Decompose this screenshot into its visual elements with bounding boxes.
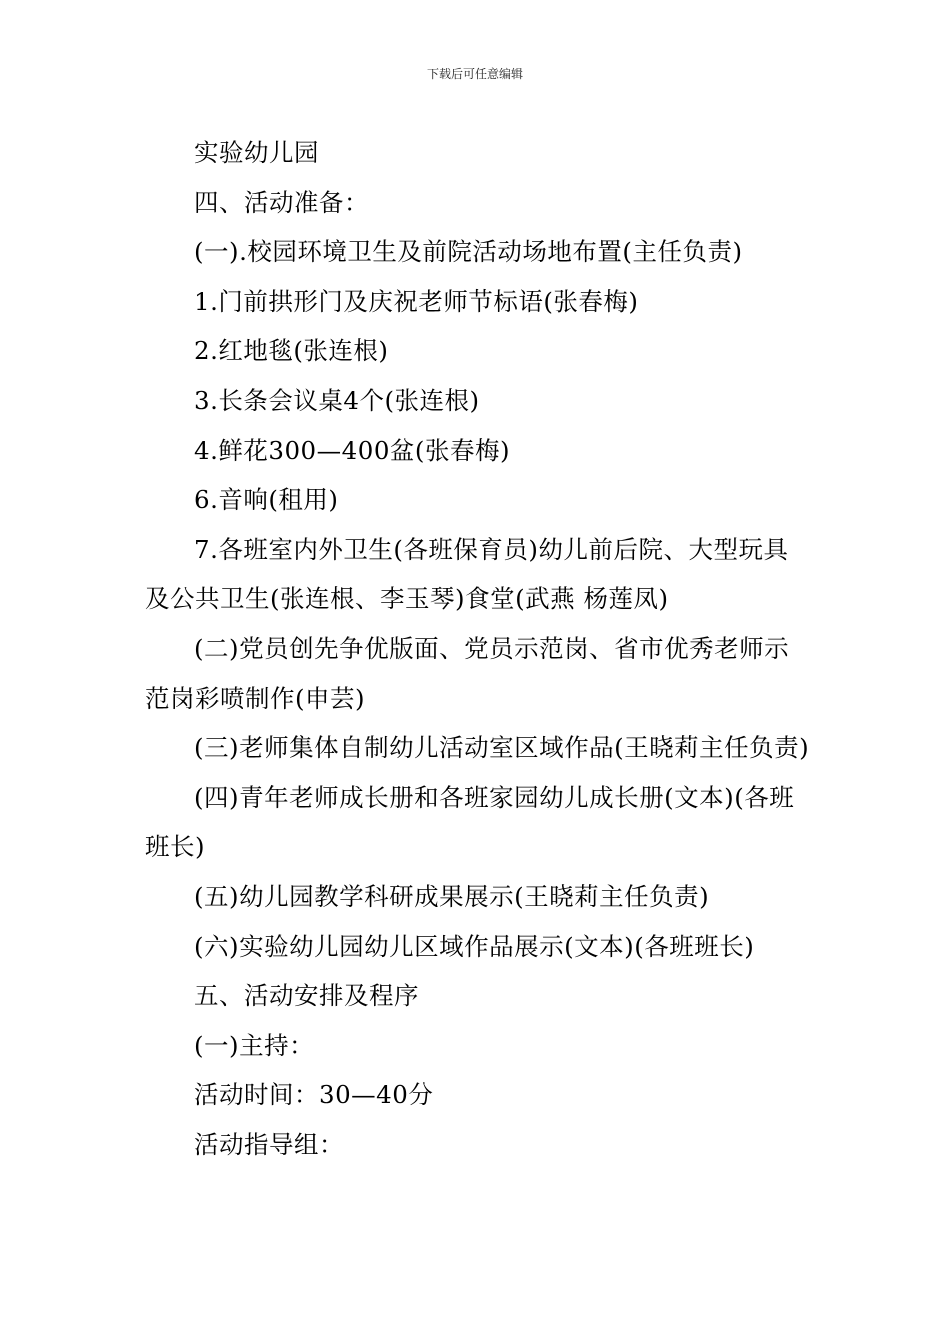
paragraph-host: (一)主持： bbox=[194, 1030, 315, 1060]
list-item-meeting-tables: 3.长条会议桌4个(张连根) bbox=[194, 385, 480, 415]
paragraph-teacher-works: (三)老师集体自制幼儿活动室区域作品(王晓莉主任负责) bbox=[194, 733, 810, 763]
paragraph-environment-setup: (一).校园环境卫生及前院活动场地布置(主任负责) bbox=[194, 237, 743, 267]
paragraph-guidance-group: 活动指导组： bbox=[194, 1129, 344, 1159]
paragraph-activity-time: 活动时间：30—40分 bbox=[194, 1080, 434, 1110]
heading-activity-preparation: 四、活动准备： bbox=[194, 187, 369, 217]
paragraph-growth-albums: (四)青年老师成长册和各班家园幼儿成长册(文本)(各班班长) bbox=[145, 782, 795, 862]
heading-activity-schedule: 五、活动安排及程序 bbox=[194, 981, 419, 1011]
paragraph-school-name: 实验幼儿园 bbox=[194, 138, 319, 167]
list-item-red-carpet: 2.红地毯(张连根) bbox=[194, 336, 389, 366]
document-body bbox=[145, 128, 810, 1169]
list-item-arch-banner: 1.门前拱形门及庆祝老师节标语(张春梅) bbox=[194, 286, 639, 316]
paragraph-children-works: (六)实验幼儿园幼儿区域作品展示(文本)(各班班长) bbox=[194, 931, 755, 961]
paragraph-research-display: (五)幼儿园教学科研成果展示(王晓莉主任负责) bbox=[194, 881, 710, 911]
page-header: 下载后可任意编辑 bbox=[426, 67, 523, 81]
list-item-flowers: 4.鲜花300—400盆(张春梅) bbox=[194, 435, 511, 465]
list-item-cleaning: 7.各班室内外卫生(各班保育员)幼儿前后院、大型玩具及公共卫生(张连根、李玉琴)食堂(武燕 杨莲凤) bbox=[145, 534, 789, 614]
list-item-audio: 6.音响(租用) bbox=[194, 485, 339, 515]
paragraph-party-boards: (二)党员创先争优版面、党员示范岗、省市优秀老师示范岗彩喷制作(申芸) bbox=[145, 633, 790, 713]
